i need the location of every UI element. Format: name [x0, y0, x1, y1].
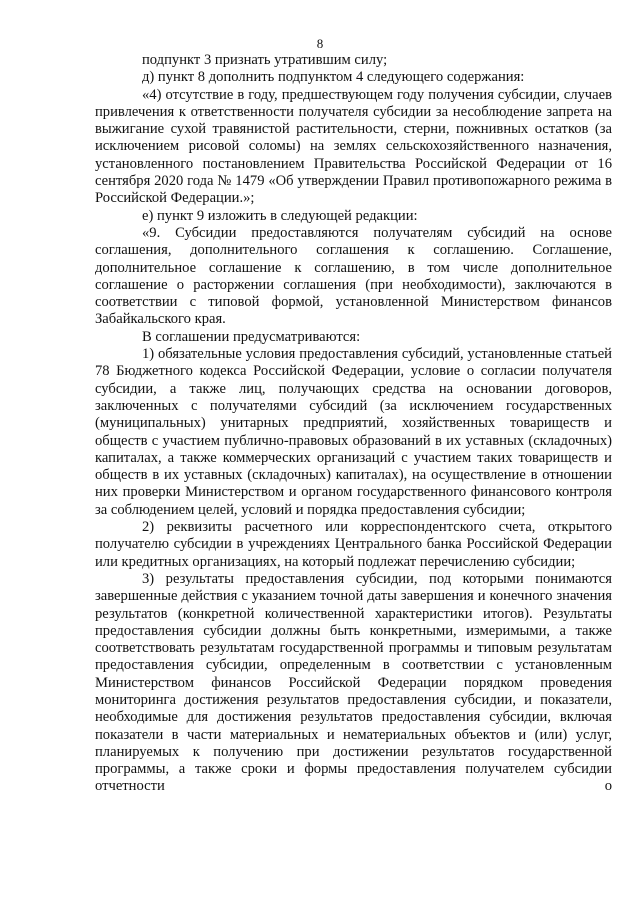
- paragraph-subpoint-3-invalid: подпункт 3 признать утратившим силу;: [142, 52, 388, 68]
- paragraph-provision-2: 2) реквизиты расчетного или корреспондентского счета, открытого получателю субсидии в учреждениях Центрального банка Российской Федерации или кредитных организациях, на который подлежат перечислению субсидии;: [95, 519, 612, 570]
- paragraph-provision-3: 3) результаты предоставления субсидии, под которыми понимаются завершенные действия с указанием точной даты завершения и конечного значения результатов (конкретной количественной характеристики итогов). Результаты предоставления субсидии должны быть конкретными, измеримыми, а также соответствовать результатам государственной программы и типовым результатам предоставления субсидии, определенным в соответствии с установленным Министерством финансов Российской Федерации порядком проведения мониторинга достижения результатов предоставления субсидии, и показатели, необходимые для достижения результатов предоставления субсидии, включая показатели в части материальных и нематериальных объектов и (или) услуг, планируемых к получению при достижении результатов государственной программы, а также сроки и формы предоставления получателем субсидии отчетности о: [95, 570, 612, 795]
- paragraph-point-9-text: «9. Субсидии предоставляются получателям субсидий на основе соглашения, дополнительного соглашения к соглашению. Соглашение, дополнительное соглашение к соглашению, в том числе дополнительное соглашение о расторжении соглашения (при необходимости), заключаются в соответствии с типовой формой, установленной Министерством финансов Забайкальского края.: [95, 224, 612, 328]
- paragraph-agreement-provisions: В соглашении предусматриваются:: [142, 328, 361, 345]
- paragraph-item-d: д) пункт 8 дополнить подпунктом 4 следующего содержания:: [142, 69, 525, 86]
- page-number: 8: [316, 36, 324, 51]
- document-body: [95, 52, 612, 796]
- paragraph-item-e: е) пункт 9 изложить в следующей редакции:: [142, 207, 418, 224]
- paragraph-subpoint-4-text: «4) отсутствие в году, предшествующем году получения субсидии, случаев привлечения к ответственности получателя субсидии за несоблюдение запрета на выжигание сухой травянистой растительности, стерни, пожнивных остатков (за исключением рисовой соломы) на землях сельскохозяйственного назначения, установленного постановлением Правительства Российской Федерации от 16 сентября 2020 года № 1479 «Об утверждении Правил противопожарного режима в Российской Федерации.»;: [95, 86, 612, 207]
- paragraph-provision-1: 1) обязательные условия предоставления субсидий, установленные статьей 78 Бюджетного кодекса Российской Федерации, условие о согласии получателя субсидии, а также лиц, получающих средства на основании договоров, заключенных с получателями субсидий (за исключением государственных (муниципальных) унитарных предприятий, хозяйственных товариществ и обществ с участием публично-правовых образований в их уставных (складочных) капиталах, а также коммерческих организаций с участием таких товариществ и обществ в их уставных (складочных) капиталах), на осуществление в отношении них проверки Министерством и органом государственного финансового контроля за соблюдением целей, условий и порядка предоставления субсидии;: [95, 346, 612, 518]
